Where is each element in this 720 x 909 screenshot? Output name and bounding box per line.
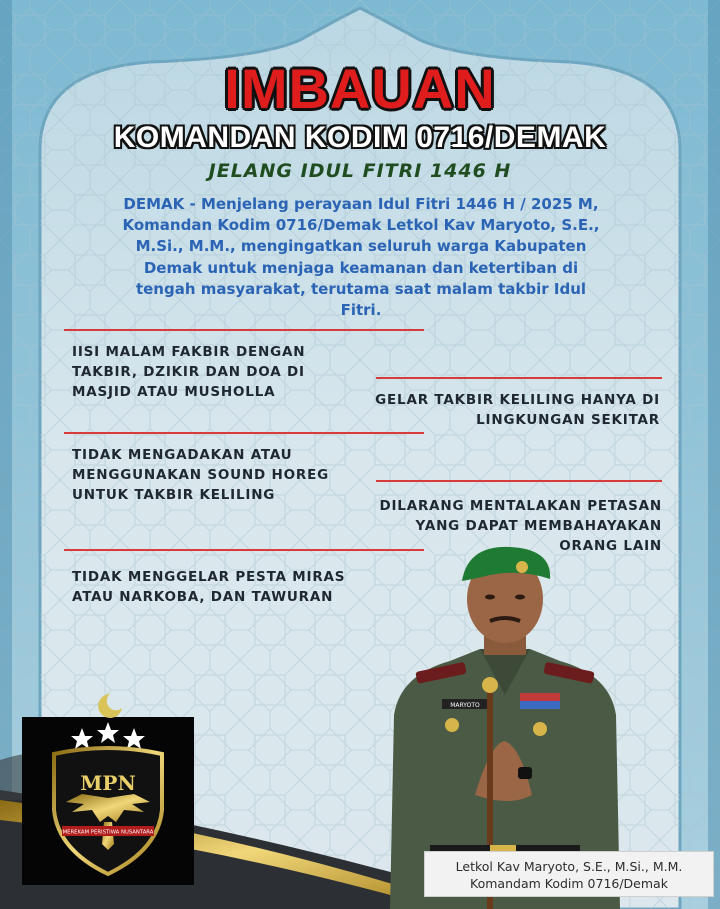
appeal-item-3 — [72, 445, 372, 505]
appeal-item-1 — [72, 342, 372, 402]
intro-line: Komandan Kodim 0716/Demak Letkol Kav Maryoto, S.E., — [122, 216, 600, 235]
logo-text: MPN — [80, 771, 136, 795]
item-line: TIDAK MENGGELAR PESTA MIRAS — [72, 569, 346, 585]
caption-name: Letkol Kav Maryoto, S.E., M.Si., M.M. — [455, 859, 683, 874]
main-title: IMBAUAN — [224, 57, 496, 120]
intro-line: DEMAK - Menjelang perayaan Idul Fitri 1446 H / 2025 M, — [123, 195, 599, 213]
item-line: TAKBIR, DZIKIR DAN DOA DI — [72, 364, 305, 380]
item-line: GELAR TAKBIR KELILING HANYA DI — [375, 392, 660, 408]
divider — [64, 432, 424, 434]
item-line: MASJID ATAU MUSHOLLA — [72, 384, 276, 400]
appeal-item-5 — [72, 567, 382, 607]
divider — [64, 329, 424, 331]
star-icon — [71, 722, 145, 749]
item-line: DILARANG MENTALAKAN PETASAN — [379, 498, 662, 514]
intro-paragraph — [76, 194, 646, 321]
crescent-icon — [98, 694, 122, 718]
intro-line: tengah masyarakat, terutama saat malam takbir Idul — [135, 279, 587, 298]
item-line: IISI MALAM FAKBIR DENGAN — [72, 344, 306, 360]
portrait-caption — [424, 851, 714, 897]
tagline: JELANG IDUL FITRI 1446 H — [208, 160, 512, 182]
divider — [376, 480, 662, 482]
intro-line: M.Si., M.M., mengingatkan seluruh warga Kabupaten — [135, 237, 587, 256]
appeal-item-2 — [330, 390, 660, 430]
divider — [376, 377, 662, 379]
nametag: MARYOTO — [450, 702, 480, 709]
subtitle: KOMANDAN KODIM 0716/DEMAK — [113, 121, 607, 154]
intro-line: Fitri. — [340, 301, 382, 320]
item-line: UNTUK TAKBIR KELILING — [72, 487, 276, 503]
caption-title: Komandam Kodim 0716/Demak — [470, 876, 668, 891]
item-line: ATAU NARKOBA, DAN TAWURAN — [72, 589, 334, 605]
logo-banner: MEREKAM PERISTIWA NUSANTARA — [62, 829, 154, 836]
mpn-logo — [22, 690, 194, 885]
intro-line: Demak untuk menjaga keamanan dan ketertiban di — [143, 258, 579, 277]
item-line: YANG DAPAT MEMBAHAYAKAN — [415, 518, 662, 534]
item-line: MENGGUNAKAN SOUND HOREG — [72, 467, 329, 483]
item-line: TIDAK MENGADAKAN ATAU — [72, 447, 293, 463]
item-line: ORANG LAIN — [559, 538, 662, 554]
item-line: LINGKUNGAN SEKITAR — [476, 412, 660, 428]
